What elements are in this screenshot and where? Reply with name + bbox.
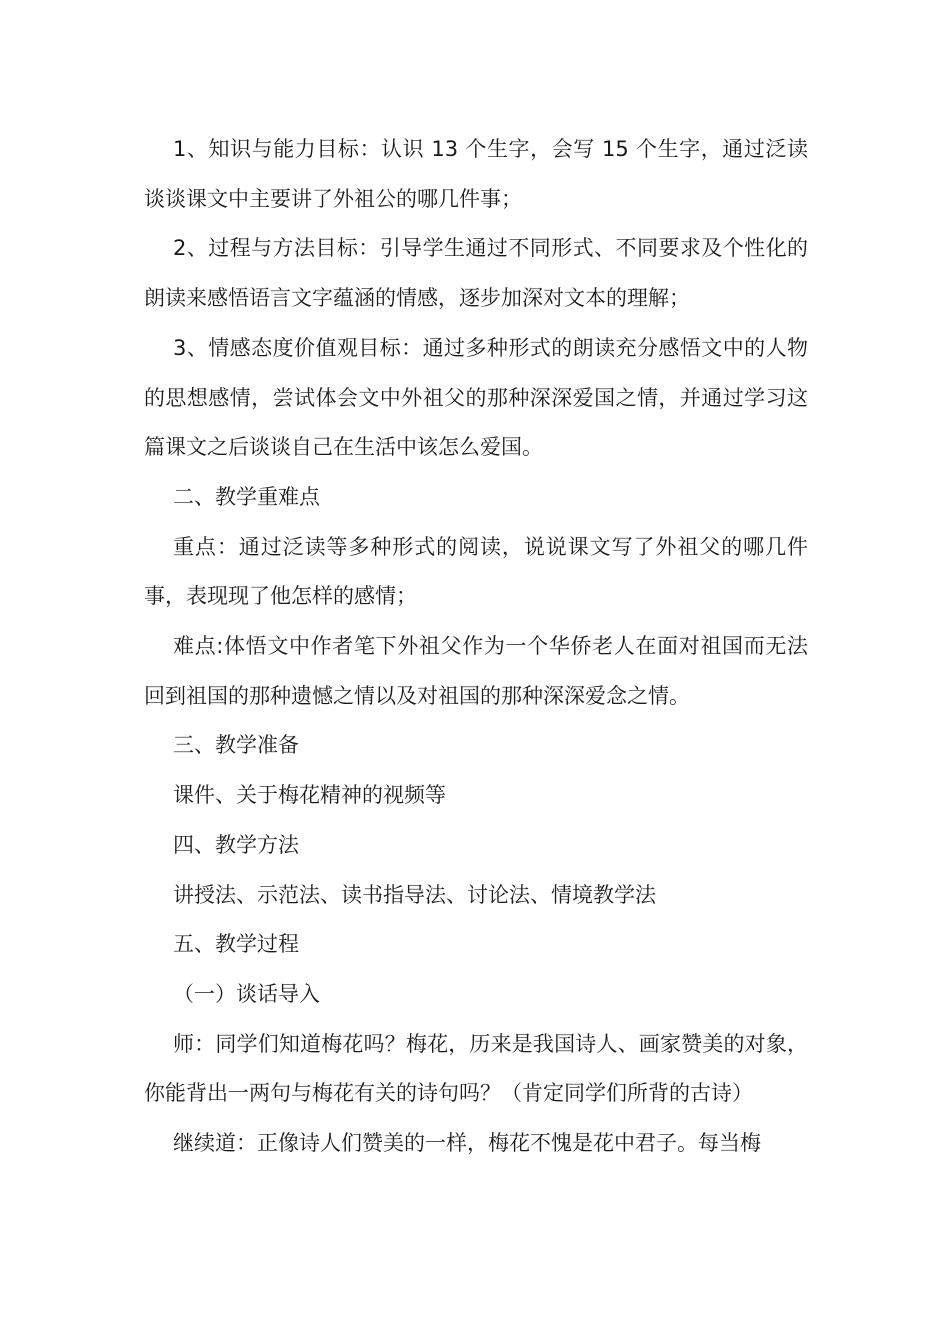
key-point-text: 重点：通过泛读等多种形式的阅读，说说课文写了外祖父的哪几件事，表现现了他怎样的感情； xyxy=(144,534,808,609)
heading-teaching-preparation: 三、教学准备 xyxy=(173,733,299,758)
continuation-text: 继续道：正像诗人们赞美的一样，梅花不愧是花中君子。每当梅 xyxy=(173,1131,761,1156)
preparation-text: 课件、关于梅花精神的视频等 xyxy=(173,783,446,808)
methods-text: 讲授法、示范法、读书指导法、讨论法、情境教学法 xyxy=(173,882,656,907)
teacher-dialogue: 师：同学们知道梅花吗？梅花，历来是我国诗人、画家赞美的对象，你能背出一两句与梅花有关的诗句吗？（肯定同学们所背的古诗） xyxy=(144,1031,808,1106)
heading-key-difficult-points: 二、教学重难点 xyxy=(173,484,320,509)
objective-knowledge-ability: 1、知识与能力目标：认识 13 个生字，会写 15 个生字，通过泛读谈谈课文中主要讲了外祖公的哪几件事； xyxy=(144,137,808,211)
document-body xyxy=(144,125,808,1169)
heading-teaching-methods: 四、教学方法 xyxy=(173,832,299,857)
objective-process-method: 2、过程与方法目标：引导学生通过不同形式、不同要求及个性化的朗读来感悟语言文字蕴涵的情感，逐步加深对文本的理解； xyxy=(144,236,808,311)
heading-teaching-process: 五、教学过程 xyxy=(173,932,299,957)
subheading-introduction: （一）谈话导入 xyxy=(173,981,320,1006)
objective-emotion-values: 3、情感态度价值观目标：通过多种形式的朗读充分感悟文中的人物的思想感情，尝试体会文中外祖父的那种深深爱国之情，并通过学习这篇课文之后谈谈自己在生活中该怎么爱国。 xyxy=(144,335,808,460)
difficult-point-text: 难点:体悟文中作者笔下外祖父作为一个华侨老人在面对祖国而无法回到祖国的那种遗憾之情以及对祖国的那种深深爱念之情。 xyxy=(144,634,808,708)
